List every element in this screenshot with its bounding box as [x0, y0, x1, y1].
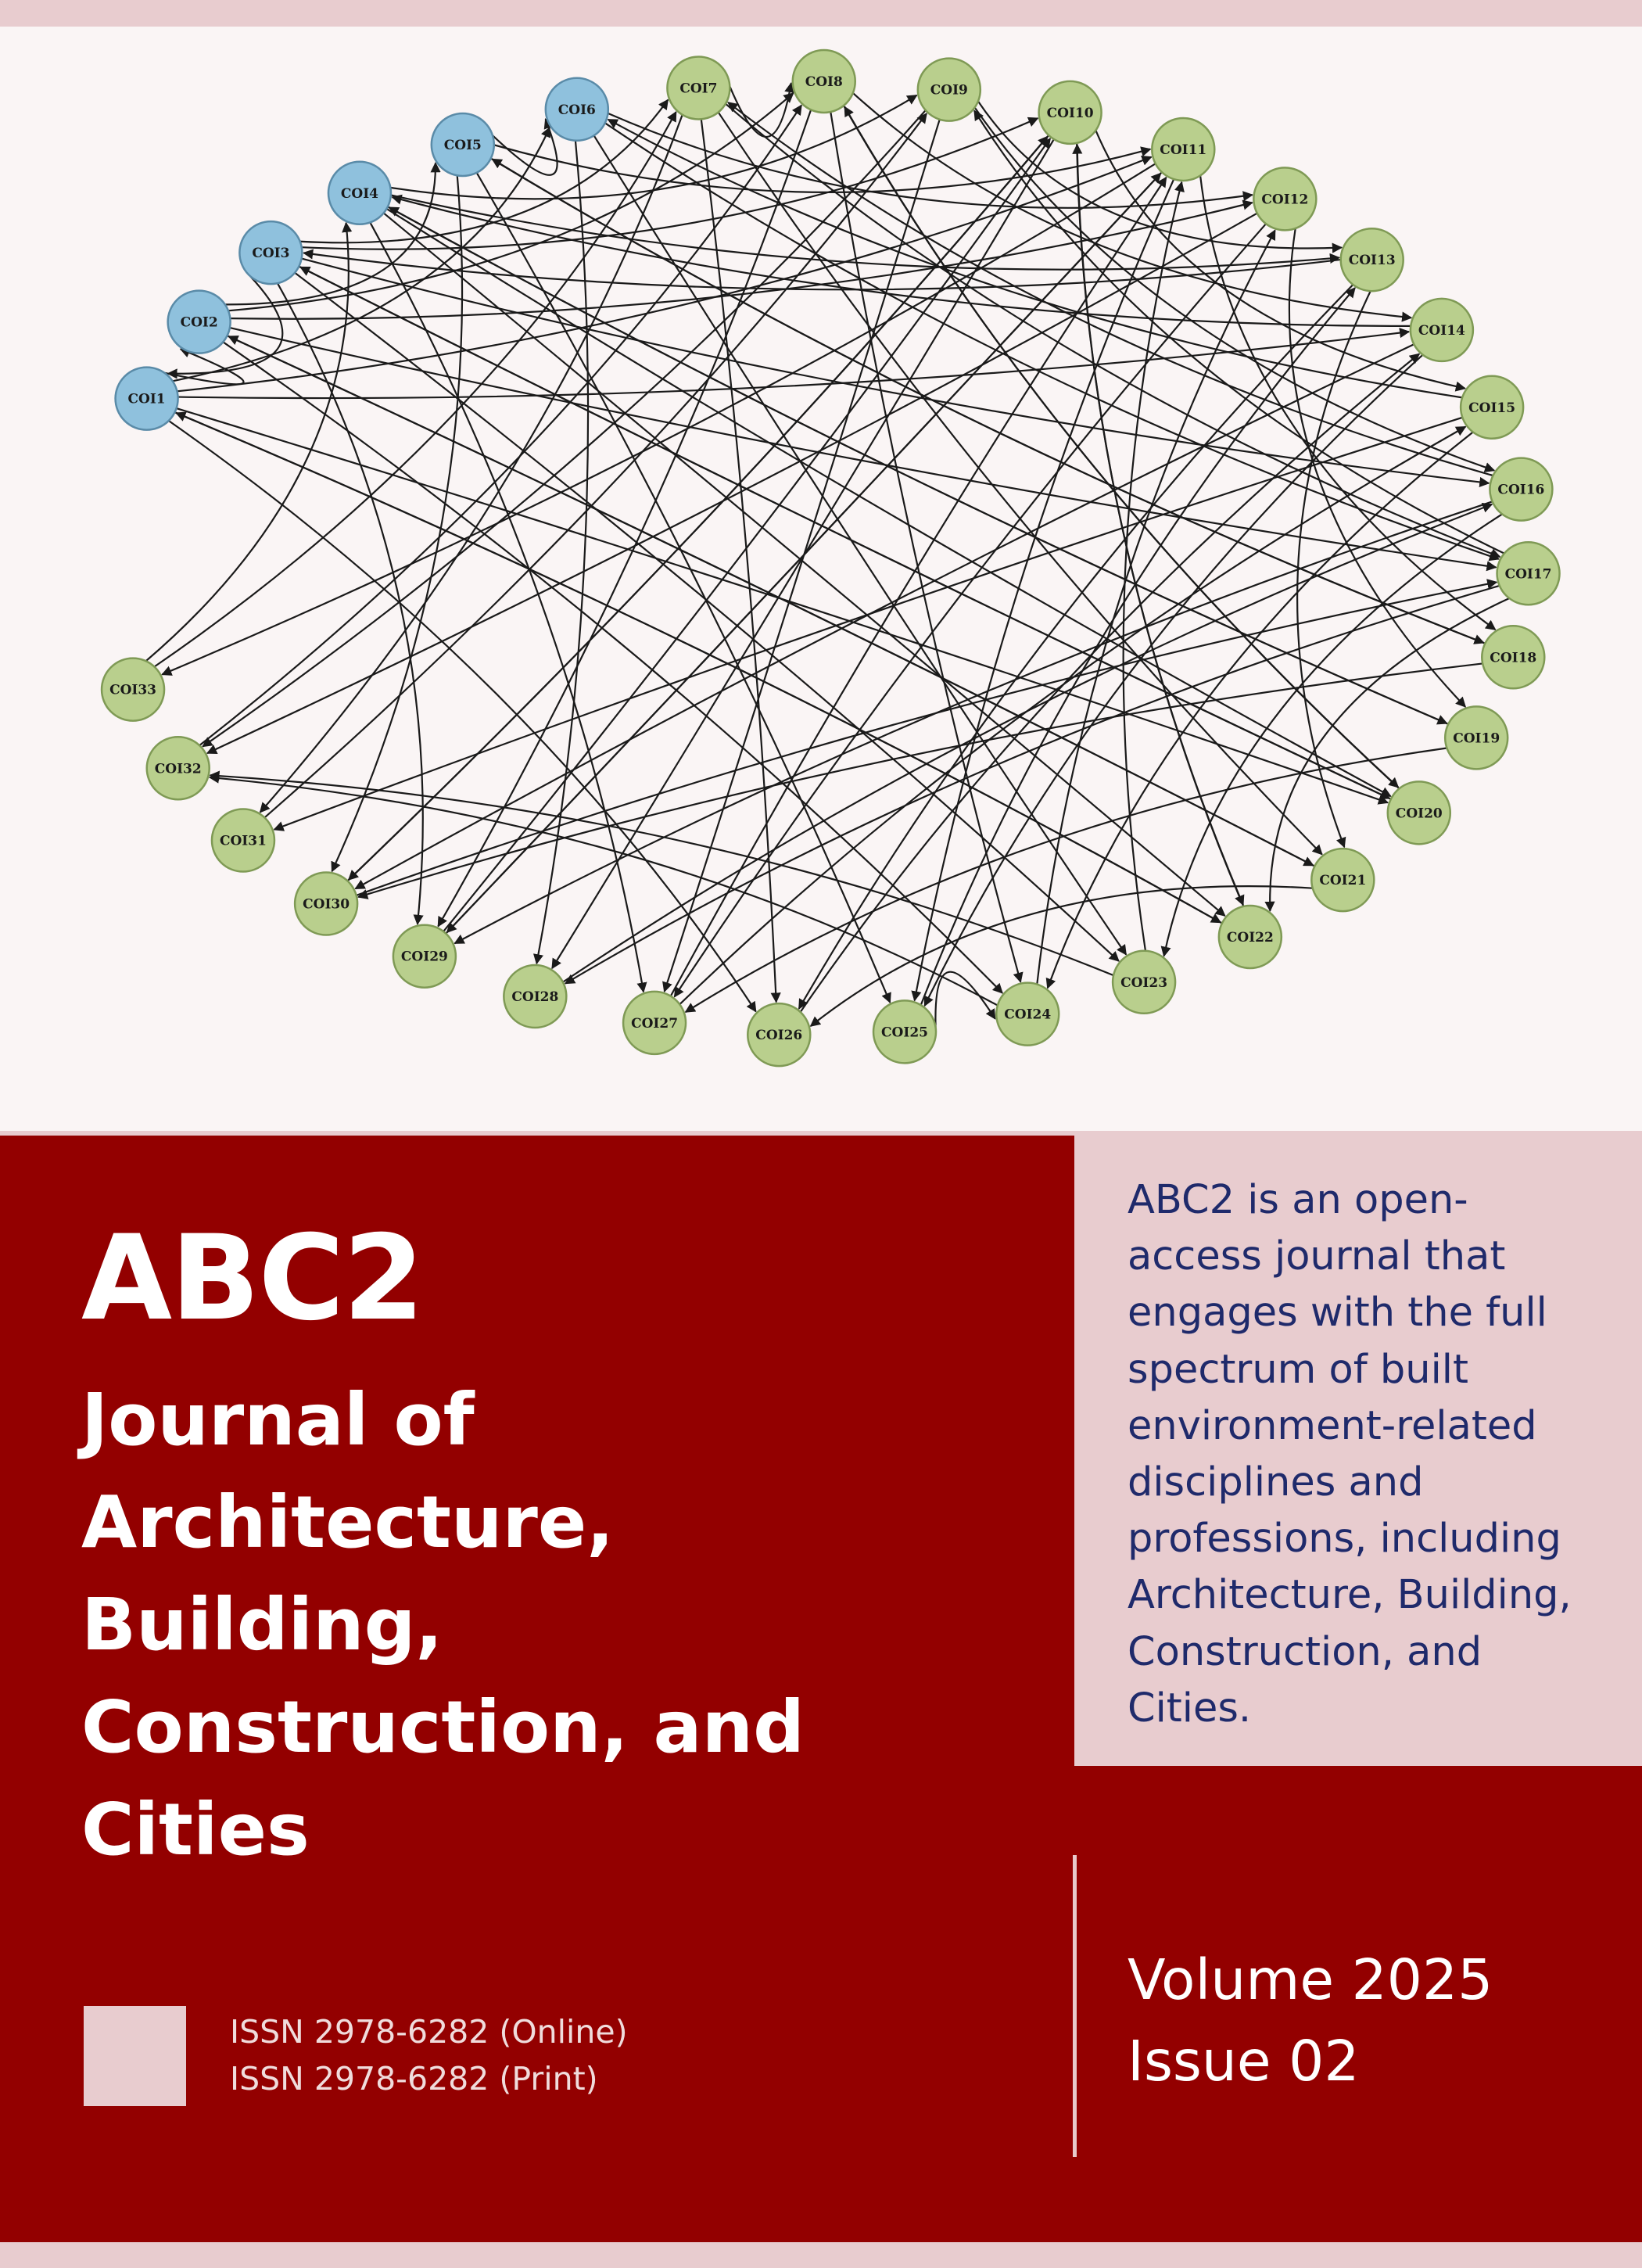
description-panel [1074, 1136, 1642, 1766]
description-line: spectrum of built [1128, 1346, 1468, 1393]
description-line: professions, including [1128, 1516, 1561, 1563]
description-line: ABC2 is an open- [1128, 1177, 1468, 1223]
journal-title-line: Cities [81, 1788, 310, 1871]
network-edge [169, 421, 756, 1011]
network-node [147, 737, 210, 799]
journal-title-line: Building, [81, 1583, 443, 1667]
network-node [1152, 118, 1214, 181]
network-edge [494, 145, 1150, 192]
description-line: access journal that [1128, 1233, 1506, 1280]
volume-label: Volume 2025 [1128, 1947, 1493, 2012]
node-label: COI19 [1453, 730, 1500, 747]
journal-title-line: Journal of [81, 1378, 475, 1462]
issue-label: Issue 02 [1128, 2029, 1360, 2094]
journal-description [1128, 1172, 1628, 1737]
node-label: COI6 [557, 102, 596, 118]
node-label: COI2 [180, 314, 218, 331]
bottom-band [0, 2242, 1642, 2268]
network-node [1411, 299, 1473, 361]
network-node [873, 1000, 936, 1063]
issn-block [230, 2008, 628, 2102]
network-edge [177, 408, 1388, 802]
description-line: Construction, and [1128, 1628, 1482, 1675]
network-edge [228, 93, 794, 310]
network-edge [552, 139, 1054, 968]
node-label: COI29 [400, 949, 448, 965]
node-label: COI22 [1226, 930, 1274, 946]
network-node [623, 992, 686, 1054]
issn-logo-placeholder [84, 2006, 186, 2106]
network-edge [1037, 230, 1275, 984]
node-label: COI5 [443, 138, 482, 154]
network-node [102, 659, 164, 721]
node-label: COI23 [1120, 974, 1168, 991]
network-node [239, 221, 302, 284]
journal-acronym: ABC2 [81, 1211, 423, 1347]
network-node [1311, 849, 1374, 911]
network-edge [665, 120, 940, 992]
network-figure [0, 27, 1642, 1131]
network-node [393, 925, 456, 988]
network-node [1219, 906, 1282, 968]
node-label: COI10 [1046, 105, 1094, 121]
top-band [0, 0, 1642, 27]
network-node [1482, 626, 1544, 688]
vertical-divider [1073, 1855, 1077, 2157]
node-label: COI7 [679, 81, 718, 97]
network-edge [146, 223, 349, 661]
node-label: COI17 [1504, 566, 1552, 583]
network-node [328, 162, 391, 224]
node-label: COI13 [1348, 253, 1396, 269]
node-label: COI9 [930, 82, 968, 99]
network-edge [176, 413, 1222, 923]
journal-title-line: Architecture, [81, 1480, 615, 1564]
node-label: COI18 [1490, 650, 1537, 666]
network-node [1461, 376, 1523, 439]
network-node [212, 809, 274, 872]
volume-issue [1128, 1940, 1493, 2102]
description-line: Architecture, Building, [1128, 1572, 1572, 1619]
node-label: COI3 [252, 246, 290, 262]
network-node [1388, 781, 1450, 844]
network-edge [210, 775, 1113, 975]
network-node [168, 291, 231, 353]
node-label: COI12 [1261, 192, 1309, 208]
node-label: COI27 [631, 1015, 679, 1032]
network-edge [386, 209, 1390, 796]
issn-online: ISSN 2978-6282 (Online) [230, 2013, 628, 2051]
node-label: COI25 [881, 1025, 928, 1041]
issn-print: ISSN 2978-6282 (Print) [230, 2060, 598, 2098]
network-node [1497, 542, 1560, 605]
description-line: disciplines and [1128, 1459, 1424, 1506]
node-label: COI1 [127, 391, 166, 407]
node-label: COI30 [303, 896, 350, 913]
network-edge [355, 344, 1414, 888]
node-label: COI15 [1468, 400, 1516, 416]
network-node [1341, 228, 1404, 291]
node-label: COI32 [154, 761, 202, 777]
network-graph [0, 27, 1642, 1131]
journal-title-line: Construction, and [81, 1685, 805, 1769]
node-label: COI33 [109, 682, 157, 698]
network-edge [358, 663, 1482, 897]
network-node [116, 368, 178, 430]
network-node [793, 50, 855, 113]
network-node [748, 1003, 810, 1066]
network-node [432, 113, 494, 176]
journal-title [81, 1369, 1051, 1881]
description-line: engages with the full [1128, 1290, 1547, 1337]
network-edge [203, 110, 926, 747]
network-node [1113, 951, 1175, 1014]
node-label: COI8 [805, 74, 843, 91]
node-label: COI16 [1497, 482, 1545, 498]
network-node [295, 873, 357, 935]
network-node [1490, 458, 1552, 521]
network-node [1445, 706, 1508, 769]
node-label: COI4 [340, 185, 379, 202]
network-node [996, 983, 1059, 1046]
node-label: COI21 [1319, 873, 1367, 889]
node-label: COI26 [755, 1028, 803, 1044]
network-node [546, 78, 608, 141]
node-label: COI20 [1395, 806, 1443, 822]
node-label: COI31 [219, 833, 267, 849]
network-node [1253, 167, 1316, 230]
network-edge [299, 267, 1389, 798]
network-node [918, 59, 981, 121]
node-label: COI28 [511, 989, 559, 1006]
node-label: COI11 [1160, 142, 1207, 158]
node-label: COI24 [1004, 1007, 1052, 1023]
network-edge [1124, 182, 1182, 951]
network-edge [536, 141, 588, 964]
network-node [504, 965, 566, 1028]
node-label: COI14 [1418, 322, 1465, 339]
node-layer [102, 50, 1560, 1066]
network-edge [177, 157, 1151, 392]
description-line: Cities. [1128, 1685, 1252, 1732]
network-node [667, 57, 730, 120]
network-node [1039, 81, 1102, 144]
description-line: environment-related [1128, 1402, 1537, 1449]
